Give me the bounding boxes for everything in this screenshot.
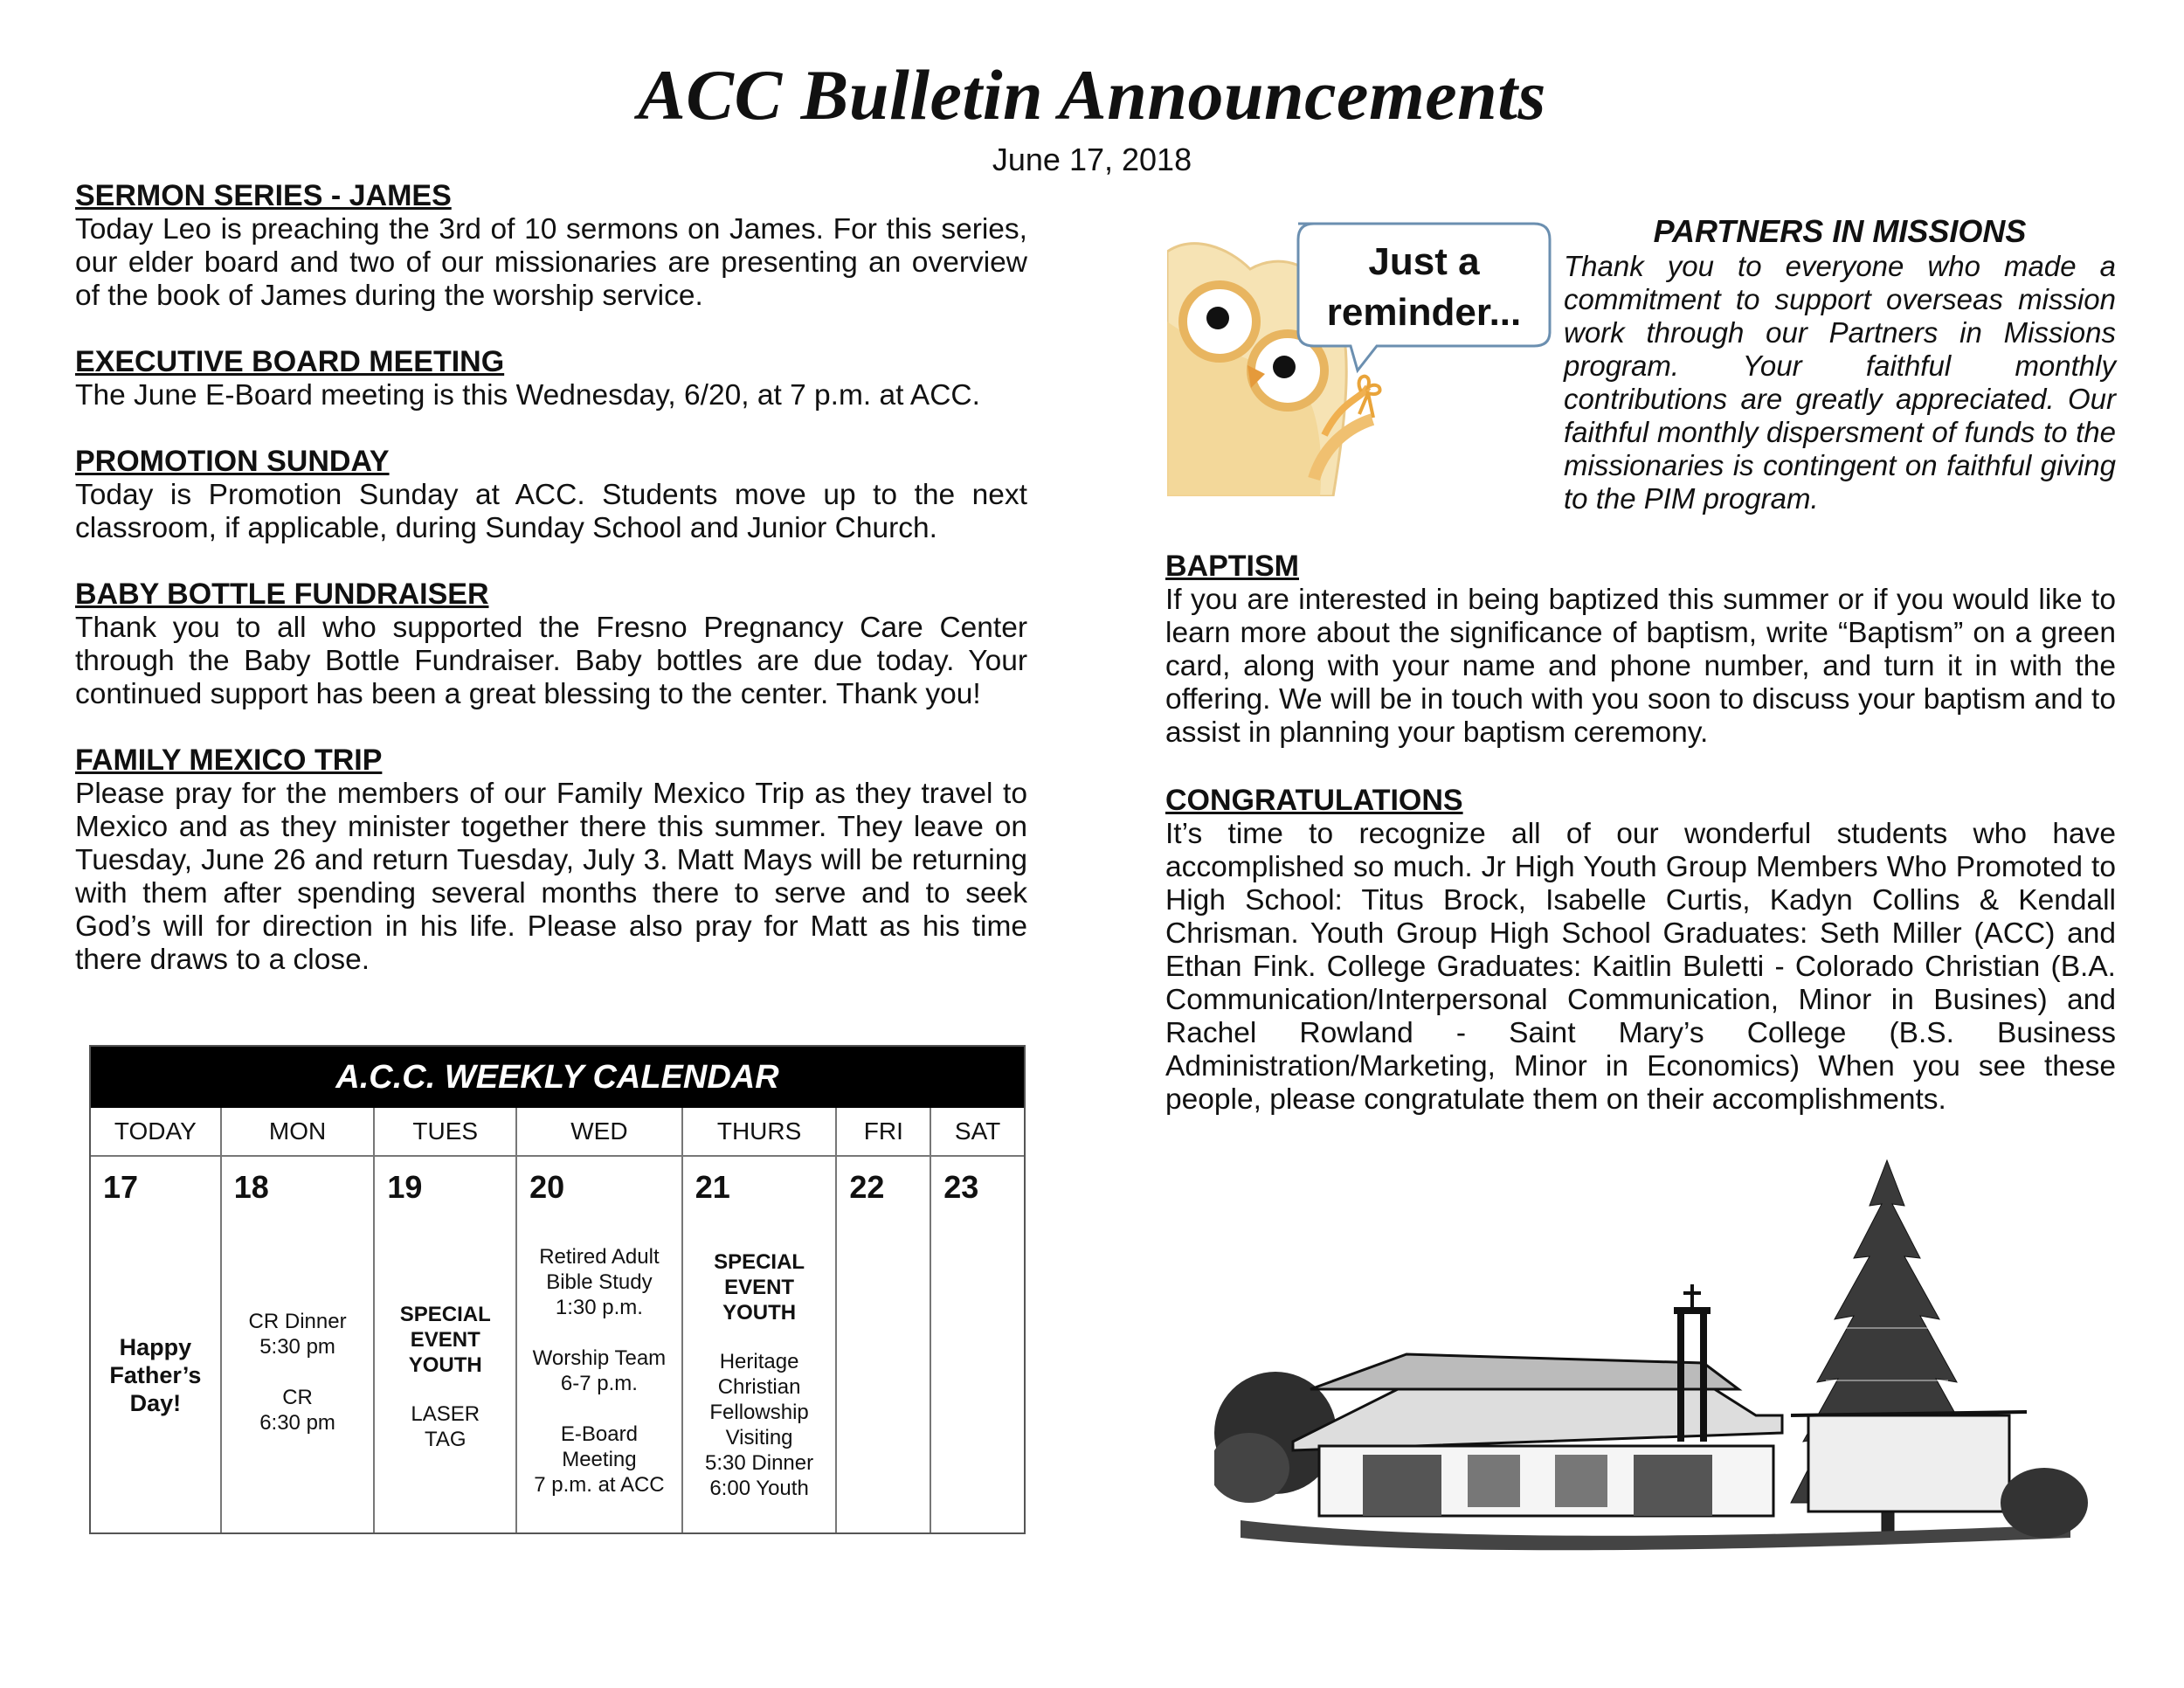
day-label: SAT [954,1117,1001,1145]
day-number: 17 [103,1169,139,1205]
calendar-event: Happy Father’s Day! [109,1334,202,1416]
calendar-cell-mon [222,1155,376,1532]
calendar-cell-today [91,1155,222,1532]
pim-heading: PARTNERS IN MISSIONS [1653,213,2027,249]
day-label: MON [222,1108,376,1155]
calendar-cell-wed [517,1155,683,1532]
section-body: Please pray for the members of our Family Mexico Trip as they travel to Mexico and as they minister together there this summer. They leave on Tuesday, June 26 and return Tuesday, July 3. Matt Mays will be returning with them after spending several months there to serve and to seek God’s will for direction in his life. Please also pray for Matt as his time there draws to a close. [75,778,1027,976]
calendar-event: SPECIAL EVENT YOUTH [714,1250,805,1325]
day-label: THURS [683,1108,838,1155]
calendar-event: LASER TAG [411,1402,480,1451]
section-heading: FAMILY MEXICO TRIP [75,744,383,777]
day-number: 20 [529,1169,565,1205]
section-heading: SERMON SERIES - JAMES [75,179,452,212]
calendar-event: CR Dinner 5:30 pm CR 6:30 pm [248,1310,347,1435]
calendar-day-headers [91,1108,1024,1157]
section-body: If you are interested in being baptized this summer or if you would like to learn more about the significance of baptism, write “Baptism” on a green card, along with your name and phone number, and turn it in with the offering. We will be in touch with you soon to discuss your baptism and to assist in planning your baptism ceremony. [1165,584,2116,749]
calendar-event: SPECIAL EVENT YOUTH [399,1303,491,1377]
congratulations-section [1165,783,2116,1117]
mexico-trip-section [75,743,1027,977]
section-body: Thank you to all who supported the Fresno Pregnancy Care Center through the Baby Bottle Fundraiser. Baby bottles are due today. Your continued support has been a great blessing to the center. Thank you! [75,612,1027,710]
bubble-text: Just a [1368,240,1480,283]
left-column [75,178,1027,1008]
day-label: FRI [837,1108,931,1155]
day-number: 18 [233,1169,269,1205]
calendar-cell-thurs [683,1155,838,1532]
section-body: The June E-Board meeting is this Wednesday, 6/20, at 7 p.m. at ACC. [75,379,980,412]
promotion-sunday-section [75,444,1027,545]
executive-board-section [75,344,1027,412]
sermon-series-section [75,178,1027,313]
day-number: 22 [849,1169,885,1205]
calendar-cell-tues [375,1155,517,1532]
section-body: Today Leo is preaching the 3rd of 10 sermons on James. For this series, our elder board and two of our missionaries are presenting an overview of the book of James during the worship service. [75,213,1027,312]
day-label: WED [517,1108,683,1155]
section-body: Today is Promotion Sunday at ACC. Students move up to the next classroom, if applicable, during Sunday School and Junior Church. [75,479,1027,544]
day-number: 23 [943,1169,979,1205]
section-heading: BABY BOTTLE FUNDRAISER [75,578,489,611]
page-title: ACC Bulletin Announcements [638,55,1546,135]
bush-icon [2001,1468,2088,1538]
calendar-event: Retired Adult Bible Study 1:30 p.m. Worship Team 6-7 p.m. E-Board Meeting 7 p.m. at ACC [532,1245,667,1497]
calendar-title: A.C.C. WEEKLY CALENDAR [91,1047,1024,1108]
section-heading: CONGRATULATIONS [1165,784,1463,817]
bubble-text: reminder... [1326,291,1522,334]
right-column [1165,549,2116,1148]
day-label: TUES [375,1108,517,1155]
calendar-cell-sat [931,1155,1024,1532]
baptism-section [1165,549,2116,750]
calendar-body [91,1155,1024,1532]
section-body: It’s time to recognize all of our wonderful students who have accomplished so much. Jr High Youth Group Members Who Promoted to High School: Titus Brock, Isabelle Curtis, Kadyn Collins & Kendall Chrisman. Youth Group High School Graduates: Seth Miller (ACC) and Ethan Fink. College Graduates: Kaitlin Buletti - Colorado Christian (B.A. Communication/Interpersonal Communication, Minor in Busines) and Rachel Rowland - Saint Mary’s College (B.S. Business Administration/Marketing, Minor in Economics) When you see these people, please congratulate them on their accomplishments. [1165,818,2116,1116]
day-label: TODAY [91,1108,222,1155]
ground-shrubs [1241,1520,2070,1550]
calendar-event: Heritage Christian Fellowship Visiting 5:30 Dinner 6:00 Youth [705,1350,814,1500]
weekly-calendar [89,1045,1026,1534]
day-number: 21 [695,1169,730,1205]
owl-reminder-illustration [1167,217,1552,496]
day-number: 19 [387,1169,423,1205]
church-building-illustration [1214,1153,2088,1573]
calendar-cell-fri [837,1155,931,1532]
section-heading: PROMOTION SUNDAY [75,445,390,478]
pim-body: Thank you to everyone who made a commitment to support overseas mission work through our Partners in Missions program. Your faithful monthly contributions are greatly appreciated. Our faithful monthly dispersment of funds to the missionaries is contingent on faithful giving to the PIM program. [1564,250,2116,515]
baby-bottle-section [75,577,1027,711]
bulletin-date: June 17, 2018 [992,142,1192,177]
section-heading: BAPTISM [1165,550,1299,583]
section-heading: EXECUTIVE BOARD MEETING [75,345,505,378]
